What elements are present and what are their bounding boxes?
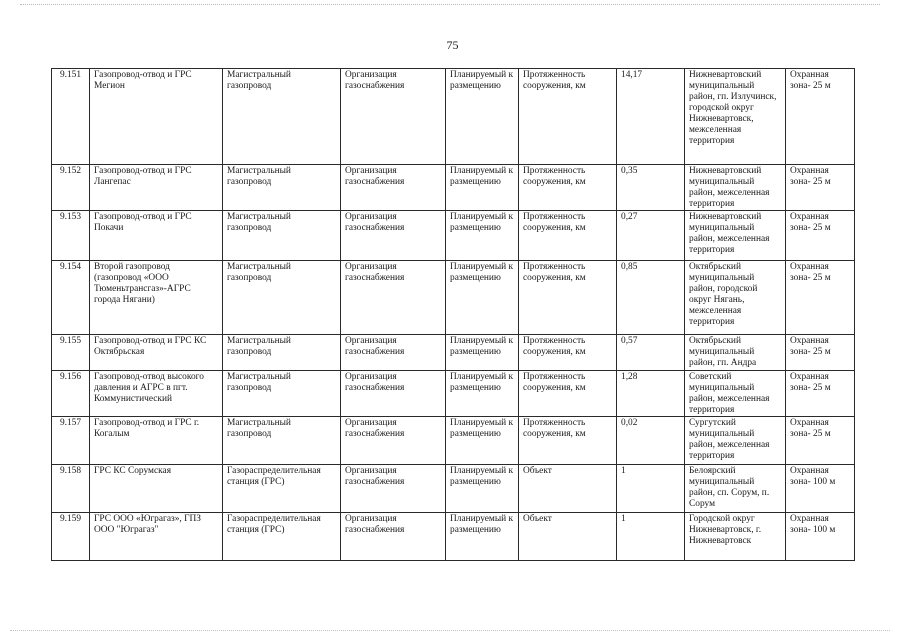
- cell-number: 9.159: [52, 513, 90, 561]
- table-row: [52, 69, 855, 165]
- table-row: [52, 417, 855, 465]
- cell-number: 9.151: [52, 69, 90, 165]
- cell-status: Планируемый к размещению: [446, 417, 519, 465]
- cell-value: 1,28: [617, 371, 685, 417]
- cell-value: 0,27: [617, 211, 685, 261]
- cell-name: Второй газопровод (газопровод «ООО Тюменьтрансгаз»-АГРС города Нягани): [90, 261, 223, 335]
- table-row: [52, 335, 855, 371]
- cell-status: Планируемый к размещению: [446, 261, 519, 335]
- cell-name: Газопровод-отвод высокого давления и АГРС в пгт. Коммунистический: [90, 371, 223, 417]
- cell-number: 9.154: [52, 261, 90, 335]
- cell-name: Газопровод-отвод и ГРС Лангепас: [90, 165, 223, 211]
- page-number: 75: [446, 38, 459, 52]
- cell-type: Магистральный газопровод: [223, 335, 341, 371]
- cell-type: Магистральный газопровод: [223, 417, 341, 465]
- cell-status: Планируемый к размещению: [446, 513, 519, 561]
- table-row: [52, 371, 855, 417]
- cell-type: Магистральный газопровод: [223, 211, 341, 261]
- cell-parameter: Протяженность сооружения, км: [519, 165, 617, 211]
- cell-purpose: Организация газоснабжения: [341, 417, 446, 465]
- cell-location: Нижневартовский муниципальный район, межселенная территория: [685, 165, 786, 211]
- cell-zone: Охранная зона- 100 м: [786, 465, 855, 513]
- scan-artifact-top: [20, 4, 880, 6]
- cell-zone: Охранная зона- 25 м: [786, 69, 855, 165]
- cell-number: 9.152: [52, 165, 90, 211]
- cell-name: ГРС ООО «Юграгаз», ГПЗ ООО "Юграгаз": [90, 513, 223, 561]
- cell-parameter: Протяженность сооружения, км: [519, 261, 617, 335]
- cell-purpose: Организация газоснабжения: [341, 261, 446, 335]
- cell-type: Магистральный газопровод: [223, 261, 341, 335]
- cell-parameter: Протяженность сооружения, км: [519, 371, 617, 417]
- cell-value: 0,85: [617, 261, 685, 335]
- cell-value: 14,17: [617, 69, 685, 165]
- cell-value: 0,57: [617, 335, 685, 371]
- cell-parameter: Протяженность сооружения, км: [519, 211, 617, 261]
- cell-location: Сургутский муниципальный район, межселенная территория: [685, 417, 786, 465]
- cell-parameter: Протяженность сооружения, км: [519, 335, 617, 371]
- cell-status: Планируемый к размещению: [446, 165, 519, 211]
- cell-value: 0,35: [617, 165, 685, 211]
- table-row: [52, 513, 855, 561]
- cell-name: Газопровод-отвод и ГРС КС Октябрьская: [90, 335, 223, 371]
- cell-location: Белоярский муниципальный район, сп. Сорум, п. Сорум: [685, 465, 786, 513]
- cell-status: Планируемый к размещению: [446, 371, 519, 417]
- cell-zone: Охранная зона- 25 м: [786, 211, 855, 261]
- cell-type: Магистральный газопровод: [223, 69, 341, 165]
- cell-location: Октябрьский муниципальный район, городской округ Нягань, межселенная территория: [685, 261, 786, 335]
- cell-name: Газопровод-отвод и ГРС г. Когалым: [90, 417, 223, 465]
- cell-location: Нижневартовский муниципальный район, гп. Излучинск, городской округ Нижневартовск, межселенная территория: [685, 69, 786, 165]
- cell-number: 9.155: [52, 335, 90, 371]
- table-row: [52, 165, 855, 211]
- cell-number: 9.157: [52, 417, 90, 465]
- table-row: [52, 211, 855, 261]
- cell-number: 9.156: [52, 371, 90, 417]
- cell-zone: Охранная зона- 25 м: [786, 335, 855, 371]
- cell-number: 9.153: [52, 211, 90, 261]
- cell-location: Городской округ Нижневартовск, г. Нижневартовск: [685, 513, 786, 561]
- cell-number: 9.158: [52, 465, 90, 513]
- cell-purpose: Организация газоснабжения: [341, 465, 446, 513]
- cell-value: 1: [617, 465, 685, 513]
- cell-location: Нижневартовский муниципальный район, межселенная территория: [685, 211, 786, 261]
- table-row: [52, 261, 855, 335]
- cell-location: Октябрьский муниципальный район, гп. Андра: [685, 335, 786, 371]
- cell-type: Газораспределительная станция (ГРС): [223, 465, 341, 513]
- cell-zone: Охранная зона- 100 м: [786, 513, 855, 561]
- cell-value: 1: [617, 513, 685, 561]
- cell-value: 0,02: [617, 417, 685, 465]
- cell-name: ГРС КС Сорумская: [90, 465, 223, 513]
- cell-purpose: Организация газоснабжения: [341, 513, 446, 561]
- cell-purpose: Организация газоснабжения: [341, 165, 446, 211]
- cell-parameter: Протяженность сооружения, км: [519, 417, 617, 465]
- cell-zone: Охранная зона- 25 м: [786, 417, 855, 465]
- cell-name: Газопровод-отвод и ГРС Мегион: [90, 69, 223, 165]
- cell-zone: Охранная зона- 25 м: [786, 371, 855, 417]
- cell-status: Планируемый к размещению: [446, 211, 519, 261]
- cell-parameter: Объект: [519, 465, 617, 513]
- cell-name: Газопровод-отвод и ГРС Покачи: [90, 211, 223, 261]
- cell-location: Советский муниципальный район, межселенная территория: [685, 371, 786, 417]
- scan-artifact-bottom: [10, 630, 890, 632]
- cell-purpose: Организация газоснабжения: [341, 371, 446, 417]
- cell-purpose: Организация газоснабжения: [341, 211, 446, 261]
- registry-table: [51, 68, 855, 561]
- cell-purpose: Организация газоснабжения: [341, 69, 446, 165]
- cell-type: Газораспределительная станция (ГРС): [223, 513, 341, 561]
- cell-status: Планируемый к размещению: [446, 465, 519, 513]
- cell-zone: Охранная зона- 25 м: [786, 165, 855, 211]
- cell-type: Магистральный газопровод: [223, 371, 341, 417]
- cell-zone: Охранная зона- 25 м: [786, 261, 855, 335]
- cell-parameter: Объект: [519, 513, 617, 561]
- cell-status: Планируемый к размещению: [446, 335, 519, 371]
- cell-parameter: Протяженность сооружения, км: [519, 69, 617, 165]
- table-row: [52, 465, 855, 513]
- cell-status: Планируемый к размещению: [446, 69, 519, 165]
- cell-type: Магистральный газопровод: [223, 165, 341, 211]
- cell-purpose: Организация газоснабжения: [341, 335, 446, 371]
